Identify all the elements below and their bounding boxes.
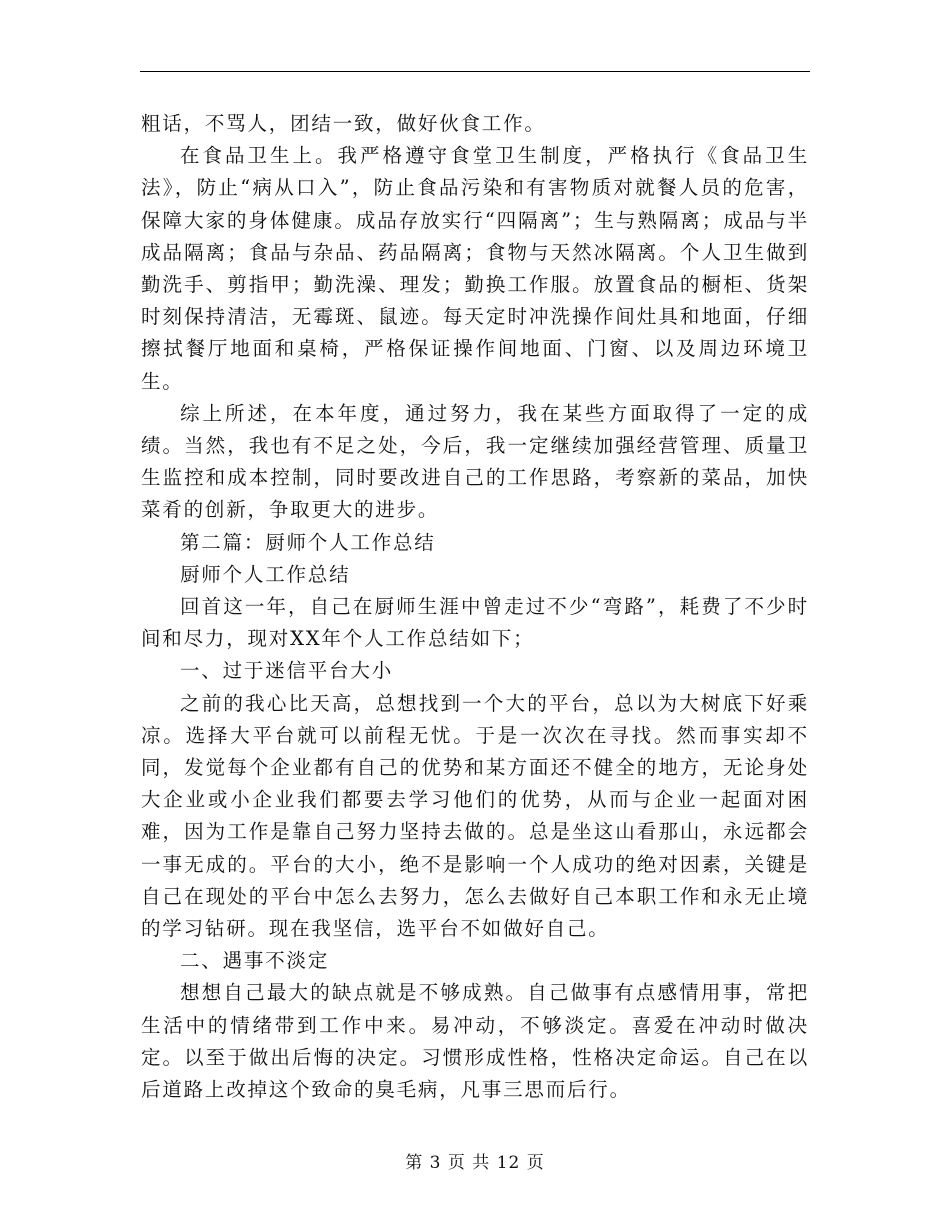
- subheading: 一、过于迷信平台大小: [180, 659, 394, 683]
- header-rule: [140, 71, 810, 72]
- paragraph: 粗话，不骂人，团结一致，做好伙食工作。: [141, 112, 546, 135]
- paragraph: 之前的我心比天高，总想找到一个大的平台，总以为大树底下好乘凉。选择大平台就可以前程无忧。于是一次次在寻找。然而事实却不同，发觉每个企业都有自己的优势和某方面还不健全的地方，无论身处大企业或小企业我们都要去学习他们的优势，从而与企业一起面对困难，因为工作是靠自己努力坚持去做的。总是坐这山看那山，永远都会一事无成的。平台的大小，绝不是影响一个人成功的绝对因素，关键是自己在现处的平台中怎么去努力，怎么去做好自己本职工作和永无止境的学习钻研。现在我坚信，选平台不如做好自己。: [141, 691, 809, 941]
- page-number-footer: 第 3 页 共 12 页: [405, 1153, 545, 1173]
- document-body: [141, 108, 809, 1106]
- document-title: 厨师个人工作总结: [180, 562, 351, 586]
- paragraph: 在食品卫生上。我严格遵守食堂卫生制度，严格执行《食品卫生法》，防止“病从口入”，防止食品污染和有害物质对就餐人员的危害，保障大家的身体健康。成品存放实行“四隔离”；生与熟隔离；成品与半成品隔离；食品与杂品、药品隔离；食物与天然冰隔离。个人卫生做到勤洗手、剪指甲；勤洗澡、理发；勤换工作服。放置食品的橱柜、货架时刻保持清洁，无霉斑、鼠迹。每天定时冲洗操作间灶具和地面，仔细擦拭餐厅地面和桌椅，严格保证操作间地面、门窗、以及周边环境卫生。: [141, 144, 809, 393]
- paragraph: 综上所述，在本年度，通过努力，我在某些方面取得了一定的成绩。当然，我也有不足之处，今后，我一定继续加强经营管理、质量卫生监控和成本控制，同时要改进自己的工作思路，考察新的菜品，加快菜肴的创新，争取更大的进步。: [141, 401, 809, 522]
- section-heading: 第二篇：厨师个人工作总结: [180, 530, 436, 554]
- paragraph: 回首这一年，自己在厨师生涯中曾走过不少“弯路”，耗费了不少时间和尽力，现对XX年个人工作总结如下；: [141, 595, 809, 651]
- paragraph: 想想自己最大的缺点就是不够成熟。自己做事有点感情用事，常把生活中的情绪带到工作中来。易冲动，不够淡定。喜爱在冲动时做决定。以至于做出后悔的决定。习惯形成性格，性格决定命运。自己在以后道路上改掉这个致命的臭毛病，凡事三思而后行。: [141, 981, 809, 1102]
- subheading: 二、遇事不淡定: [180, 949, 330, 973]
